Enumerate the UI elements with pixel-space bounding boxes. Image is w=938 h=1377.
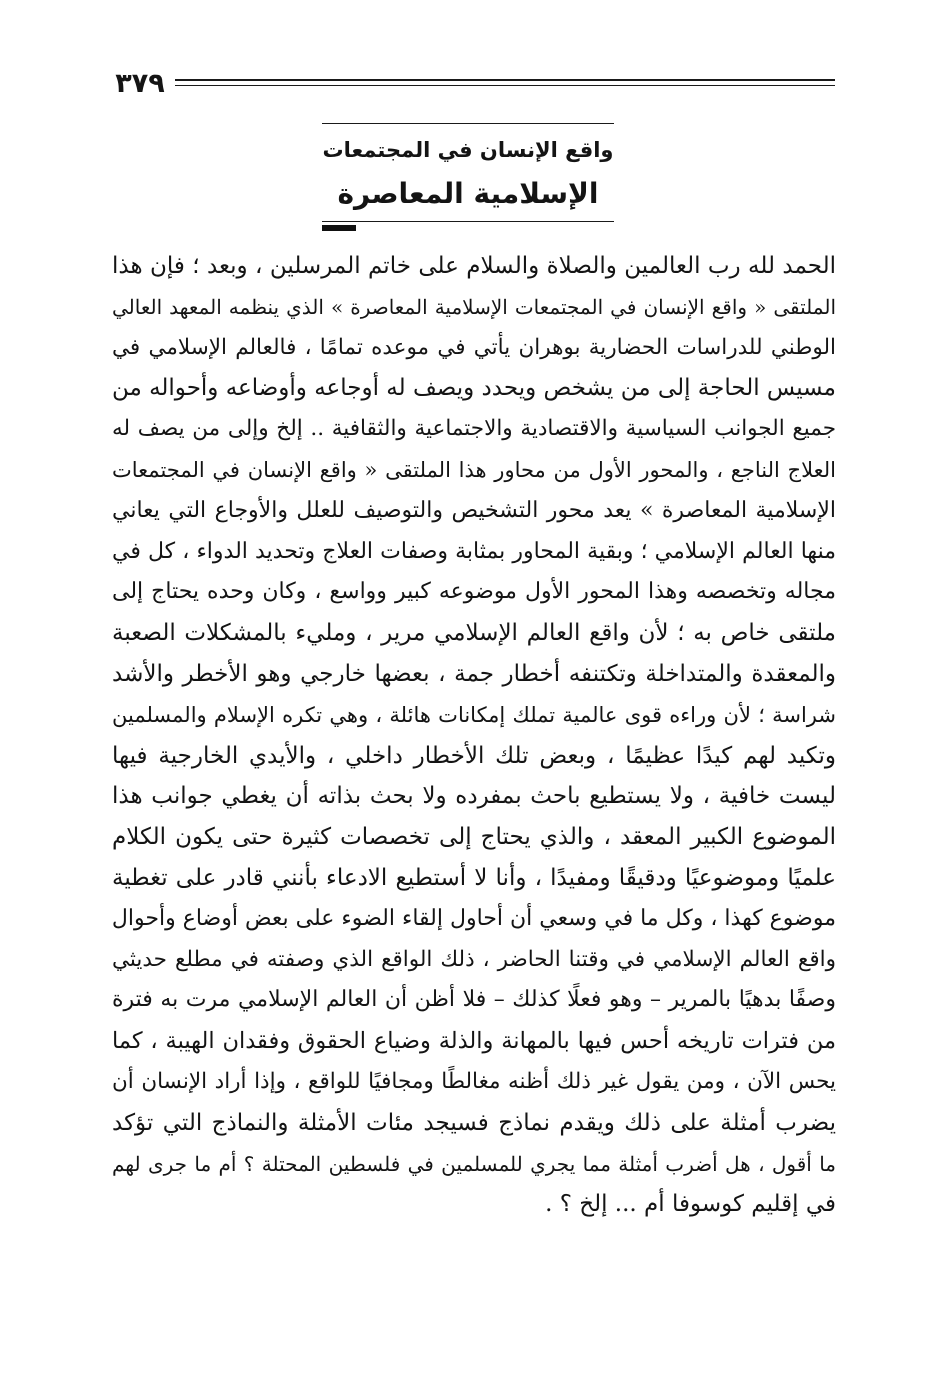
text-line: الوطني للدراسات الحضارية بوهران يأتي في موعده تمامًا ، فالعالم الإسلامي في [112, 334, 836, 360]
title-bottom-rule [322, 221, 614, 222]
text-line: وصفًا بدهيًا بالمرير – وهو فعلًا كذلك – فلا أظن أن العالم الإسلامي مرت به فترة [112, 987, 836, 1013]
text-line: الحمد لله رب العالمين والصلاة والسلام على خاتم المرسلين ، وبعد ؛ فإن هذا [112, 253, 836, 279]
chapter-title-line-2: الإسلامية المعاصرة [337, 177, 599, 210]
text-line: الموضوع الكبير المعقد ، والذي يحتاج إلى تخصصات كثيرة حتى يكون الكلام [112, 824, 836, 851]
text-line: في إقليم كوسوفا أم ... إلخ ؟ . [545, 1191, 836, 1218]
chapter-title-line-1: واقع الإنسان في المجتمعات [322, 138, 614, 162]
text-line: مسيس الحاجة إلى من يشخص ويحدد ويصف له أوجاعه وأوضاعه وأحواله من [111, 375, 836, 402]
text-line: يضرب أمثلة على ذلك ويقدم نماذج فسيجد مئات الأمثلة والنماذج التي تؤكد [112, 1109, 836, 1136]
text-line: منها العالم الإسلامي ؛ وبقية المحاور بمثابة وصفات العلاج وتحديد الدواء ، كل في [112, 538, 836, 564]
text-line: واقع العالم الإسلامي في وقتنا الحاضر ، ذلك الواقع الذي وصفته في مطلع حديثي [112, 946, 836, 972]
text-line: من فترات تاريخه أحس فيها بالمهانة والذلة وضياع الحقوق وفقدان الهيبة ، كما [112, 1028, 836, 1055]
text-line: يحس الآن ، ومن يقول غير ذلك أظنه مغالطًا ومجافيًا للواقع ، وإذا أراد الإنسان أن [112, 1068, 836, 1094]
title-top-rule [322, 123, 614, 124]
body-paragraph [112, 246, 836, 1225]
text-line: مجاله وتخصصه وهذا المحور الأول موضوعه كبير وواسع ، وكان وحده يحتاج إلى [112, 579, 836, 605]
text-line: ما أقول ، هل أضرب أمثلة مما يجري للمسلمين في فلسطين المحتلة ؟ أم ما جرى لهم [112, 1151, 836, 1176]
header-rule [175, 79, 835, 86]
text-line: علميًا وموضوعيًا ودقيقًا ومفيدًا ، وأنا لا أستطيع الادعاء بأنني قادر على تغطية [112, 864, 836, 891]
page-number: ٣٧٩ [115, 68, 165, 99]
text-line: والمعقدة والمتداخلة وتكتنفه أخطار جمة ، بعضها خارجي وهو الأخطر والأشد [112, 660, 836, 687]
text-line: الإسلامية المعاصرة » يعد محور التشخيص والتوصيف للعلل والأوجاع التي يعاني [112, 497, 836, 523]
title-ornament-bar [322, 225, 356, 231]
chapter-title [322, 128, 614, 216]
text-line: ليست خافية ، ولا يستطيع باحث بمفرده ولا بحث بذاته أن يغطي جوانب هذا [112, 783, 836, 810]
text-line: موضوع كهذا ، وكل ما في وسعي أن أحاول إلقاء الضوء على بعض أوضاع وأحوال [111, 905, 836, 931]
text-line: العلاج الناجع ، والمحور الأول من محاور هذا الملتقى « واقع الإنسان في المجتمعات [112, 457, 836, 482]
text-line: وتكيد لهم كيدًا عظيمًا ، وبعض تلك الأخطار داخلي ، والأيدي الخارجية فيها [112, 742, 836, 769]
text-line: شراسة ؛ لأن وراءه قوى عالمية تملك إمكانات هائلة ، وهي تكره الإسلام والمسلمين [112, 702, 836, 727]
text-line: ملتقى خاص به ؛ لأن واقع العالم الإسلامي مرير ، ومليء بالمشكلات الصعبة [112, 620, 836, 647]
text-line: الملتقى « واقع الإنسان في المجتمعات الإسلامية المعاصرة » الذي ينظمه المعهد العالي [112, 294, 836, 319]
text-line: جميع الجوانب السياسية والاقتصادية والاجتماعية والثقافية .. إلخ وإلى من يصف له [112, 416, 836, 442]
